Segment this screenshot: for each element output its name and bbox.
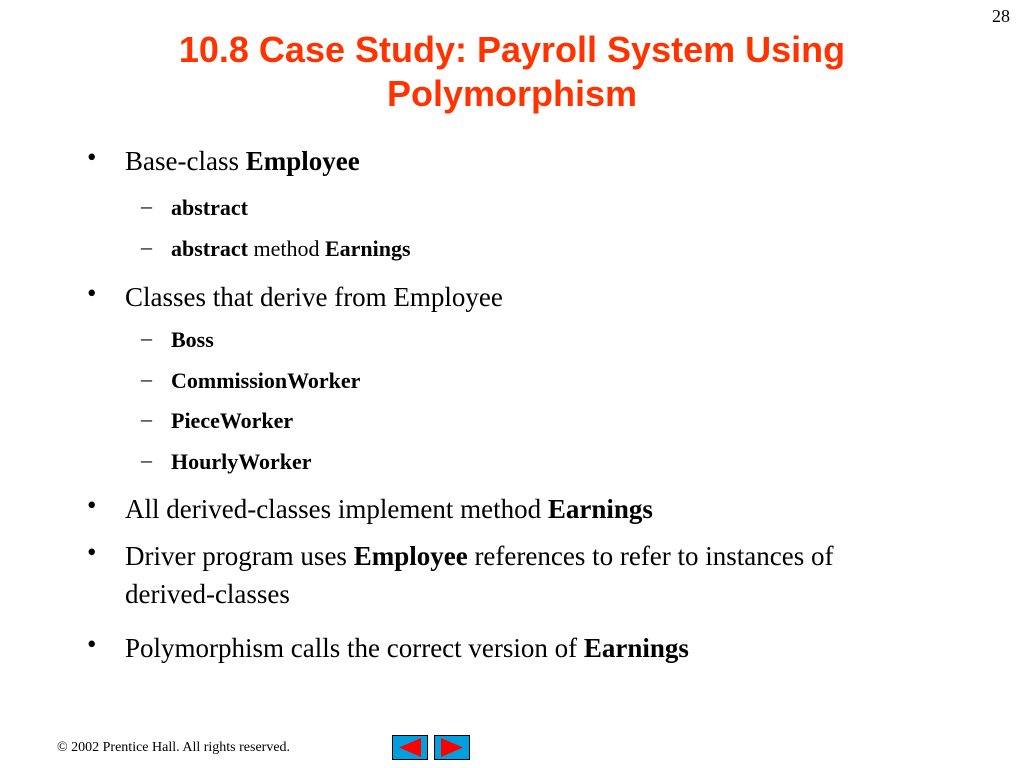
bullet-text <box>125 142 885 180</box>
bullet-text: Classes that derive from Employee <box>125 282 503 312</box>
bullet-text-part: references to refer to instances of derived-classes <box>125 541 834 609</box>
sub-bullet-text-part: method <box>247 236 325 261</box>
dash-marker: – <box>141 193 152 218</box>
previous-slide-button[interactable] <box>392 735 428 760</box>
dash-marker: – <box>141 406 152 431</box>
copyright-text: 2002 Prentice Hall. All rights reserved. <box>67 740 291 755</box>
right-arrow-icon <box>435 736 469 759</box>
sub-bullet-text <box>171 447 312 477</box>
slide-title-line-2: Polymorphism <box>386 73 638 114</box>
bullet-text-part: All derived-classes implement method <box>125 494 548 524</box>
sub-bullet-text-bold: Earnings <box>324 236 411 261</box>
sub-bullet-text <box>171 325 214 355</box>
dash-marker: – <box>141 366 152 391</box>
bullet-marker: • <box>87 537 97 567</box>
bullet-text-part: Polymorphism calls the correct version of <box>125 633 584 663</box>
sub-bullet-text <box>171 193 248 223</box>
sub-bullet-text-bold: HourlyWorker <box>171 449 312 474</box>
bullet-text-bold: Employee <box>245 146 360 176</box>
dash-marker: – <box>141 234 152 259</box>
bullet-text-part: Driver program uses <box>125 541 354 571</box>
sub-bullet-text-bold: abstract <box>171 195 248 220</box>
bullet-marker: • <box>87 629 97 659</box>
bullet-marker: • <box>87 278 97 308</box>
bullet-text-bold: Earnings <box>583 633 689 663</box>
bullet-text-bold: Earnings <box>547 494 653 524</box>
copyright-symbol: © <box>57 740 68 755</box>
bullet-marker: • <box>87 142 97 172</box>
sub-bullet-text <box>171 366 360 396</box>
bullet-text <box>125 537 885 613</box>
sub-bullet-text <box>171 234 411 264</box>
bullet-text-part: Base-class <box>125 146 246 176</box>
bullet-text-bold: Employee <box>353 541 468 571</box>
page-number: 28 <box>992 6 1010 26</box>
sub-bullet-text-bold: abstract <box>171 236 248 261</box>
bullet-text <box>125 490 885 528</box>
sub-bullet-text-bold: Boss <box>171 327 214 352</box>
slide-title-line-1: 10.8 Case Study: Payroll System Using <box>178 29 846 70</box>
bullet-marker: • <box>87 490 97 520</box>
sub-bullet-text <box>171 406 293 436</box>
dash-marker: – <box>141 325 152 350</box>
bullet-text <box>125 629 885 667</box>
dash-marker: – <box>141 447 152 472</box>
sub-bullet-text-bold: PieceWorker <box>171 408 294 433</box>
next-slide-button[interactable] <box>434 735 470 760</box>
sub-bullet-text-bold: CommissionWorker <box>171 368 361 393</box>
slide-title <box>0 28 1024 116</box>
copyright-footer <box>57 740 290 756</box>
left-arrow-icon <box>393 736 427 759</box>
